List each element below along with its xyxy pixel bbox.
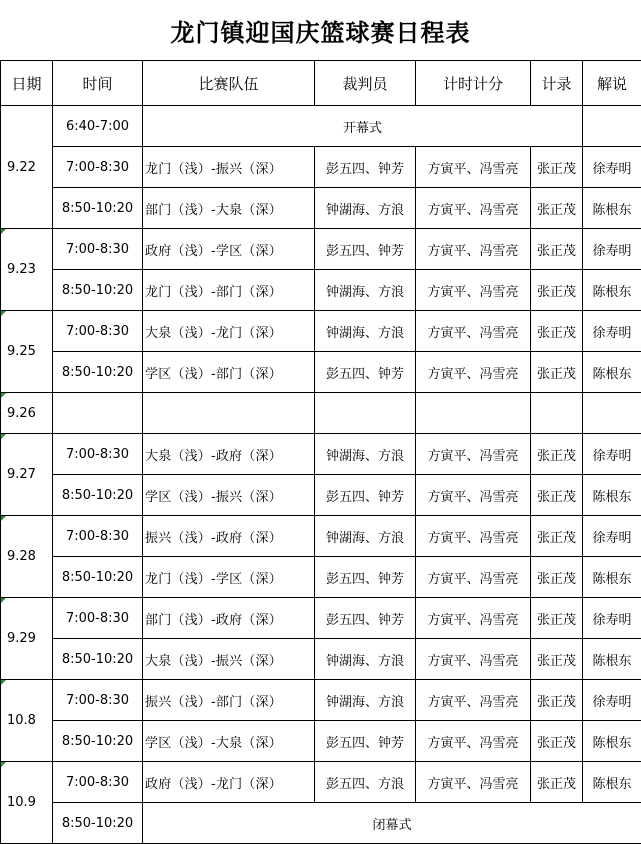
- announcer-cell: 陈根东: [583, 721, 641, 762]
- timer-cell: 方寅平、冯雪亮: [416, 721, 531, 762]
- referees-cell: 彭五四、钟芳: [315, 721, 416, 762]
- time-cell: 8:50-10:20: [53, 803, 143, 844]
- recorder-cell: 张正茂: [531, 229, 583, 270]
- teams-cell: 部门（浅）-大泉（深）: [143, 188, 315, 229]
- table-row: [1, 680, 641, 721]
- announcer-cell: 陈根东: [583, 762, 641, 803]
- teams-cell: 大泉（浅）-政府（深）: [143, 434, 315, 475]
- time-cell: 8:50-10:20: [53, 475, 143, 516]
- date-cell: 9.22: [1, 106, 53, 229]
- recorder-cell: 张正茂: [531, 762, 583, 803]
- date-cell: 9.25: [1, 311, 53, 393]
- teams-cell: 大泉（浅）-龙门（深）: [143, 311, 315, 352]
- date-cell: 9.29: [1, 598, 53, 680]
- closing-ceremony: 闭幕式: [143, 803, 641, 844]
- teams-cell: 龙门（浅）-振兴（深）: [143, 147, 315, 188]
- referees-cell: 彭五四、钟芳: [315, 352, 416, 393]
- teams-cell: 大泉（浅）-振兴（深）: [143, 639, 315, 680]
- recorder-cell: 张正茂: [531, 352, 583, 393]
- teams-cell: 部门（浅）-政府（深）: [143, 598, 315, 639]
- referees-cell: 彭五四、钟芳: [315, 229, 416, 270]
- date-cell: 9.26: [1, 393, 53, 434]
- announcer-cell: 陈根东: [583, 557, 641, 598]
- time-cell: 7:00-8:30: [53, 311, 143, 352]
- announcer-cell: 徐寿明: [583, 680, 641, 721]
- time-cell: 7:00-8:30: [53, 598, 143, 639]
- empty-cell: [416, 393, 531, 434]
- teams-cell: 龙门（浅）-部门（深）: [143, 270, 315, 311]
- date-cell: 9.27: [1, 434, 53, 516]
- table-row: [1, 270, 641, 311]
- timer-cell: 方寅平、冯雪亮: [416, 762, 531, 803]
- announcer-cell: 徐寿明: [583, 516, 641, 557]
- referees-cell: 彭五四、钟芳: [315, 557, 416, 598]
- announcer-cell: 徐寿明: [583, 147, 641, 188]
- time-cell: 8:50-10:20: [53, 721, 143, 762]
- header-time: 时间: [53, 61, 143, 106]
- announcer-cell: 陈根东: [583, 475, 641, 516]
- timer-cell: 方寅平、冯雪亮: [416, 598, 531, 639]
- date-cell: 9.23: [1, 229, 53, 311]
- teams-cell: 政府（浅）-学区（深）: [143, 229, 315, 270]
- referees-cell: 钟湖海、方浪: [315, 434, 416, 475]
- announcer-cell: 徐寿明: [583, 434, 641, 475]
- table-row: [1, 516, 641, 557]
- opening-ceremony: 开幕式: [143, 106, 583, 147]
- referees-cell: 钟湖海、方浪: [315, 188, 416, 229]
- header-referees: 裁判员: [315, 61, 416, 106]
- recorder-cell: 张正茂: [531, 721, 583, 762]
- table-row: [1, 147, 641, 188]
- recorder-cell: 张正茂: [531, 516, 583, 557]
- timer-cell: 方寅平、冯雪亮: [416, 229, 531, 270]
- announcer-cell: 徐寿明: [583, 311, 641, 352]
- announcer-cell: 陈根东: [583, 352, 641, 393]
- date-cell: 10.9: [1, 762, 53, 844]
- time-cell: 7:00-8:30: [53, 516, 143, 557]
- header-date: 日期: [1, 61, 53, 106]
- referees-cell: 钟湖海、方浪: [315, 311, 416, 352]
- time-cell: 7:00-8:30: [53, 434, 143, 475]
- table-row: [1, 188, 641, 229]
- header-announcer: 解说: [583, 61, 641, 106]
- time-cell: 7:00-8:30: [53, 147, 143, 188]
- time-cell: 6:40-7:00: [53, 106, 143, 147]
- header-teams: 比赛队伍: [143, 61, 315, 106]
- timer-cell: 方寅平、冯雪亮: [416, 352, 531, 393]
- referees-cell: 彭五四、钟芳: [315, 598, 416, 639]
- table-row: [1, 229, 641, 270]
- recorder-cell: 张正茂: [531, 270, 583, 311]
- referees-cell: 钟湖海、方浪: [315, 639, 416, 680]
- table-row: [1, 803, 641, 844]
- header-row: [1, 61, 641, 106]
- timer-cell: 方寅平、冯雪亮: [416, 516, 531, 557]
- timer-cell: 方寅平、冯雪亮: [416, 557, 531, 598]
- timer-cell: 方寅平、冯雪亮: [416, 434, 531, 475]
- announcer-cell: 徐寿明: [583, 229, 641, 270]
- referees-cell: 彭五四、钟芳: [315, 475, 416, 516]
- announcer-cell: 陈根东: [583, 639, 641, 680]
- referees-cell: 钟湖海、方浪: [315, 680, 416, 721]
- timer-cell: 方寅平、冯雪亮: [416, 270, 531, 311]
- time-cell: 8:50-10:20: [53, 352, 143, 393]
- empty-cell: [531, 393, 583, 434]
- timer-cell: 方寅平、冯雪亮: [416, 639, 531, 680]
- recorder-cell: 张正茂: [531, 475, 583, 516]
- timer-cell: 方寅平、冯雪亮: [416, 311, 531, 352]
- time-cell: 8:50-10:20: [53, 557, 143, 598]
- empty-cell: [143, 393, 315, 434]
- recorder-cell: 张正茂: [531, 188, 583, 229]
- teams-cell: 龙门（浅）-学区（深）: [143, 557, 315, 598]
- empty-cell: [315, 393, 416, 434]
- table-row: [1, 393, 641, 434]
- table-row: [1, 434, 641, 475]
- table-row: [1, 598, 641, 639]
- time-cell: 8:50-10:20: [53, 639, 143, 680]
- announcer-cell: 陈根东: [583, 270, 641, 311]
- header-recorder: 计录: [531, 61, 583, 106]
- table-row: [1, 721, 641, 762]
- table-row: [1, 475, 641, 516]
- teams-cell: 振兴（浅）-部门（深）: [143, 680, 315, 721]
- teams-cell: 政府（浅）-龙门（深）: [143, 762, 315, 803]
- time-cell: 7:00-8:30: [53, 229, 143, 270]
- table-row: [1, 311, 641, 352]
- timer-cell: 方寅平、冯雪亮: [416, 147, 531, 188]
- table-row: [1, 106, 641, 147]
- announcer-cell: 陈根东: [583, 188, 641, 229]
- schedule-table: [0, 60, 641, 844]
- time-cell: 8:50-10:20: [53, 270, 143, 311]
- teams-cell: 学区（浅）-振兴（深）: [143, 475, 315, 516]
- recorder-cell: 张正茂: [531, 680, 583, 721]
- table-row: [1, 639, 641, 680]
- time-cell: 7:00-8:30: [53, 680, 143, 721]
- referees-cell: 彭五四、方浪: [315, 762, 416, 803]
- timer-cell: 方寅平、冯雪亮: [416, 475, 531, 516]
- teams-cell: 振兴（浅）-政府（深）: [143, 516, 315, 557]
- recorder-cell: 张正茂: [531, 639, 583, 680]
- referees-cell: 钟湖海、方浪: [315, 516, 416, 557]
- recorder-cell: 张正茂: [531, 557, 583, 598]
- empty-cell: [583, 393, 641, 434]
- time-cell: 8:50-10:20: [53, 188, 143, 229]
- table-row: [1, 762, 641, 803]
- table-row: [1, 352, 641, 393]
- teams-cell: 学区（浅）-部门（深）: [143, 352, 315, 393]
- referees-cell: 彭五四、钟芳: [315, 147, 416, 188]
- recorder-cell: 张正茂: [531, 598, 583, 639]
- date-cell: 9.28: [1, 516, 53, 598]
- recorder-cell: 张正茂: [531, 434, 583, 475]
- empty-cell: [53, 393, 143, 434]
- page-title: 龙门镇迎国庆篮球赛日程表: [0, 0, 641, 60]
- referees-cell: 钟湖海、方浪: [315, 270, 416, 311]
- teams-cell: 学区（浅）-大泉（深）: [143, 721, 315, 762]
- table-row: [1, 557, 641, 598]
- recorder-cell: 张正茂: [531, 311, 583, 352]
- date-cell: 10.8: [1, 680, 53, 762]
- announcer-cell: 徐寿明: [583, 598, 641, 639]
- timer-cell: 方寅平、冯雪亮: [416, 680, 531, 721]
- header-timer: 计时计分: [416, 61, 531, 106]
- time-cell: 7:00-8:30: [53, 762, 143, 803]
- empty-cell: [583, 106, 641, 147]
- recorder-cell: 张正茂: [531, 147, 583, 188]
- timer-cell: 方寅平、冯雪亮: [416, 188, 531, 229]
